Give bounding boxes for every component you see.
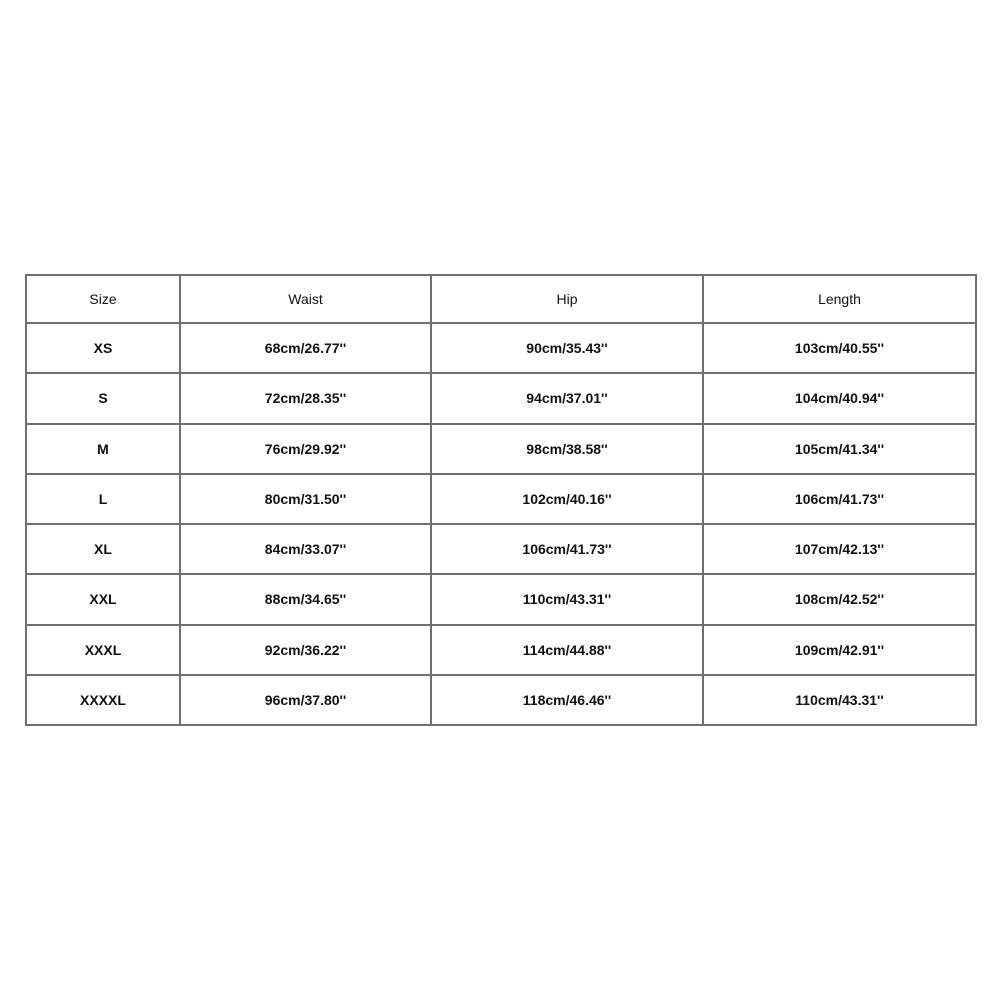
length-cell: 105cm/41.34'': [703, 424, 976, 474]
length-cell: 108cm/42.52'': [703, 574, 976, 624]
hip-cell: 94cm/37.01'': [431, 373, 703, 423]
header-waist: Waist: [180, 275, 431, 323]
hip-cell: 118cm/46.46'': [431, 675, 703, 725]
waist-cell: 80cm/31.50'': [180, 474, 431, 524]
waist-cell: 84cm/33.07'': [180, 524, 431, 574]
waist-cell: 68cm/26.77'': [180, 323, 431, 373]
hip-cell: 110cm/43.31'': [431, 574, 703, 624]
hip-cell: 102cm/40.16'': [431, 474, 703, 524]
size-cell: XL: [26, 524, 180, 574]
table-row: [26, 574, 976, 624]
length-cell: 110cm/43.31'': [703, 675, 976, 725]
header-hip: Hip: [431, 275, 703, 323]
waist-cell: 72cm/28.35'': [180, 373, 431, 423]
hip-cell: 90cm/35.43'': [431, 323, 703, 373]
table-row: [26, 675, 976, 725]
length-cell: 104cm/40.94'': [703, 373, 976, 423]
waist-cell: 76cm/29.92'': [180, 424, 431, 474]
table-row: [26, 474, 976, 524]
header-size: Size: [26, 275, 180, 323]
hip-cell: 106cm/41.73'': [431, 524, 703, 574]
hip-cell: 114cm/44.88'': [431, 625, 703, 675]
header-length: Length: [703, 275, 976, 323]
length-cell: 103cm/40.55'': [703, 323, 976, 373]
table-header-row: [26, 275, 976, 323]
waist-cell: 96cm/37.80'': [180, 675, 431, 725]
size-cell: XXXXL: [26, 675, 180, 725]
size-cell: XXL: [26, 574, 180, 624]
length-cell: 107cm/42.13'': [703, 524, 976, 574]
table-row: [26, 625, 976, 675]
waist-cell: 88cm/34.65'': [180, 574, 431, 624]
waist-cell: 92cm/36.22'': [180, 625, 431, 675]
size-cell: S: [26, 373, 180, 423]
size-cell: M: [26, 424, 180, 474]
length-cell: 106cm/41.73'': [703, 474, 976, 524]
hip-cell: 98cm/38.58'': [431, 424, 703, 474]
table-row: [26, 424, 976, 474]
size-cell: XXXL: [26, 625, 180, 675]
length-cell: 109cm/42.91'': [703, 625, 976, 675]
table-row: [26, 373, 976, 423]
table-row: [26, 524, 976, 574]
size-cell: XS: [26, 323, 180, 373]
size-chart-table: [25, 274, 977, 726]
table-row: [26, 323, 976, 373]
size-cell: L: [26, 474, 180, 524]
